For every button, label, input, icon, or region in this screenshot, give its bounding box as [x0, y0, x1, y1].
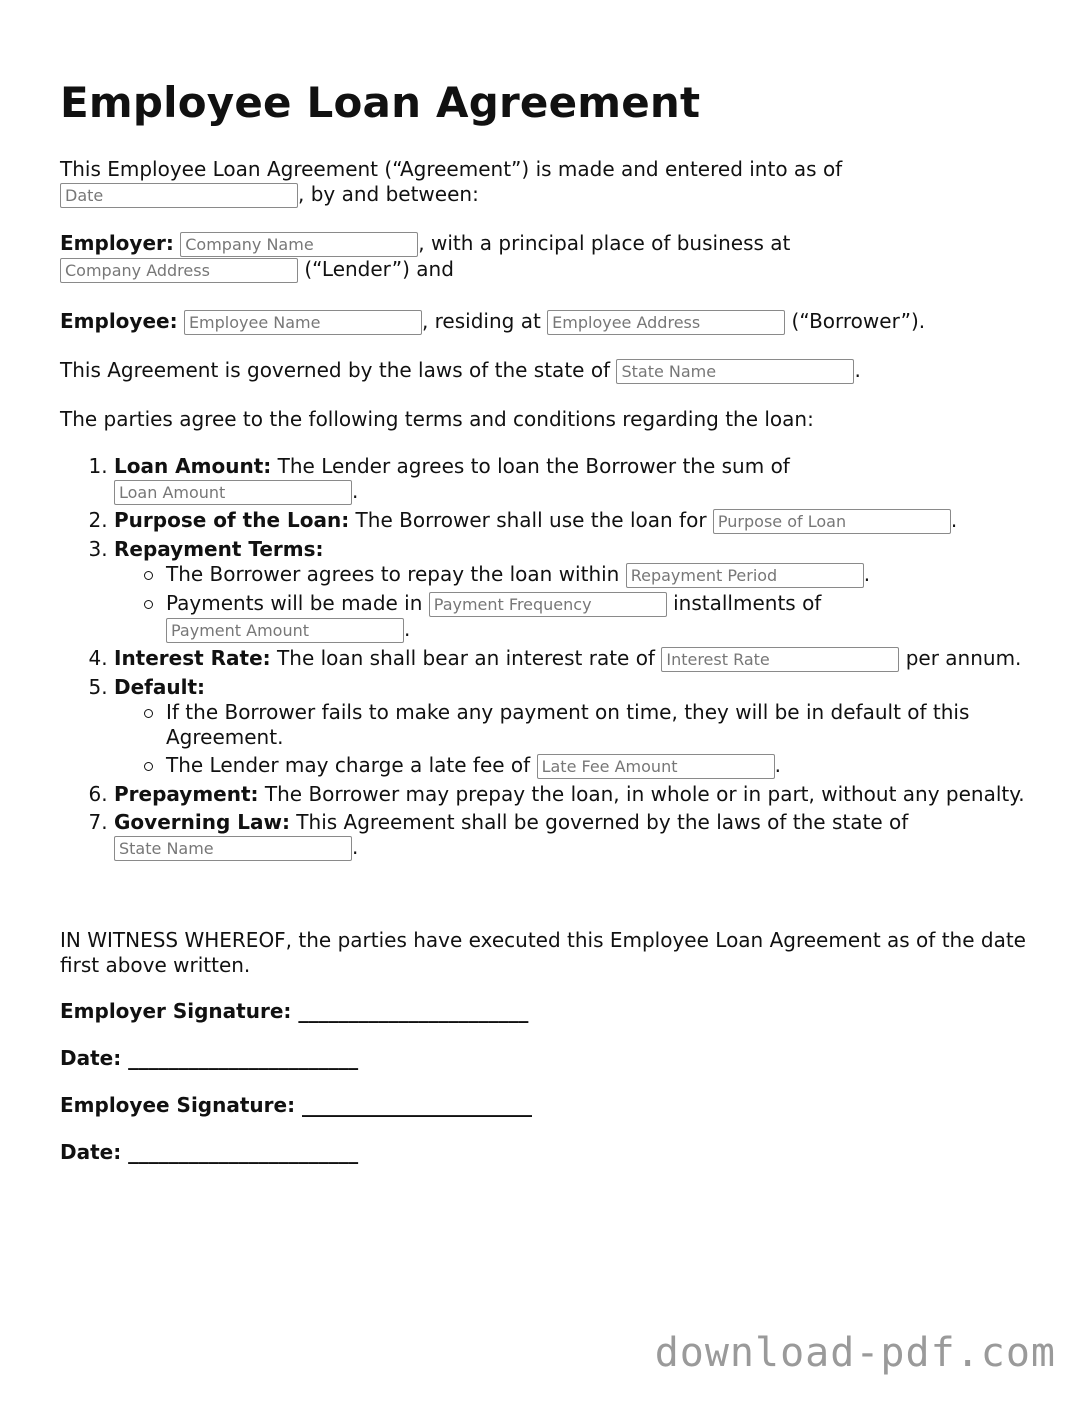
term-governing-law [114, 810, 1040, 861]
employee-text-after: (“Borrower”). [785, 309, 926, 333]
interest-rate-field[interactable] [661, 647, 899, 672]
intro-paragraph [60, 157, 1040, 208]
purpose-field[interactable] [713, 509, 951, 534]
employee-signature-line [60, 1093, 532, 1118]
employee-address-field[interactable] [547, 310, 785, 335]
term-text: The loan shall bear an interest rate of [270, 646, 655, 670]
employee-label: Employee: [60, 309, 178, 333]
term-purpose [114, 508, 1040, 534]
term-prepayment [114, 782, 1040, 807]
employer-date-line [60, 1046, 358, 1071]
sub-text: The Lender may charge a late fee of [166, 753, 531, 777]
payment-frequency-field[interactable] [429, 592, 667, 617]
term-label: Governing Law: [114, 810, 290, 834]
loan-amount-field[interactable] [114, 480, 352, 505]
employee-date-text: Date: _______________________ [60, 1140, 359, 1164]
term-label: Loan Amount: [114, 454, 272, 478]
term-label: Default: [114, 675, 206, 699]
employer-signature-line [60, 999, 528, 1024]
employer-text-mid: , with a principal place of business at [418, 231, 791, 255]
intro-text: This Employee Loan Agreement (“Agreement”) is made and entered into as of [60, 157, 843, 181]
term-loan-amount [114, 454, 1040, 505]
sub-end: . [863, 562, 871, 586]
term-default [114, 675, 1040, 779]
sub-end: . [774, 753, 781, 777]
employer-signature-text: Employer Signature: _______________________ [60, 999, 529, 1023]
watermark: download-pdf.com [654, 1330, 1056, 1376]
sub-mid: installments of [666, 591, 822, 615]
term-text: The Borrower may prepay the loan, in whole or in part, without any penalty. [258, 782, 1025, 806]
default-item: If the Borrower fails to make any payment on time, they will be in default of this Agreement. [166, 700, 1040, 750]
repayment-period-field[interactable] [626, 563, 864, 588]
term-text: The Lender agrees to loan the Borrower the sum of [271, 454, 790, 478]
employee-name-field[interactable] [184, 310, 422, 335]
witness-paragraph: IN WITNESS WHEREOF, the parties have executed this Employee Loan Agreement as of the date first above written. [60, 928, 1026, 977]
term-label: Prepayment: [114, 782, 259, 806]
payment-amount-field[interactable] [166, 618, 404, 643]
late-fee-field[interactable] [537, 754, 775, 779]
payment-item [166, 591, 1040, 643]
employee-date-line [60, 1140, 358, 1165]
employer-date-text: Date: _______________________ [60, 1046, 359, 1070]
term-repayment [114, 537, 1040, 643]
employer-label: Employer: [60, 231, 174, 255]
terms-list [60, 454, 1040, 864]
terms-intro: The parties agree to the following terms and conditions regarding the loan: [60, 407, 814, 431]
employee-text-mid: , residing at [421, 309, 541, 333]
default-sublist [114, 700, 1040, 779]
repayment-sublist [114, 562, 1040, 643]
sub-end: . [404, 617, 411, 641]
term-label: Interest Rate: [114, 646, 271, 670]
employer-paragraph [60, 231, 1040, 283]
employee-paragraph [60, 309, 1040, 335]
term-end: . [950, 508, 958, 532]
term-text: This Agreement shall be governed by the laws of the state of [289, 810, 909, 834]
term-text: The Borrower shall use the loan for [349, 508, 707, 532]
term-end: . [352, 835, 359, 859]
governing-text-after: . [854, 358, 861, 382]
governing-state-field[interactable] [114, 836, 352, 861]
intro-text-after: , by and between: [298, 182, 479, 206]
sub-text: The Borrower agrees to repay the loan within [166, 562, 620, 586]
term-end: per annum. [899, 646, 1022, 670]
company-name-field[interactable] [180, 232, 418, 257]
governing-text: This Agreement is governed by the laws of the state of [60, 358, 611, 382]
company-address-field[interactable] [60, 258, 298, 283]
term-label: Purpose of the Loan: [114, 508, 350, 532]
term-end: . [352, 479, 359, 503]
state-name-field[interactable] [616, 359, 854, 384]
governing-paragraph [60, 358, 1040, 384]
term-interest [114, 646, 1040, 672]
repayment-period-item [166, 562, 1040, 588]
employee-signature-text: Employee Signature: _______________________ [60, 1093, 533, 1117]
sub-text: Payments will be made in [166, 591, 423, 615]
date-field[interactable] [60, 183, 298, 208]
late-fee-item [166, 753, 1040, 779]
term-label: Repayment Terms: [114, 537, 324, 561]
employer-text-after: (“Lender”) and [298, 257, 454, 281]
page-title: Employee Loan Agreement [60, 78, 701, 127]
